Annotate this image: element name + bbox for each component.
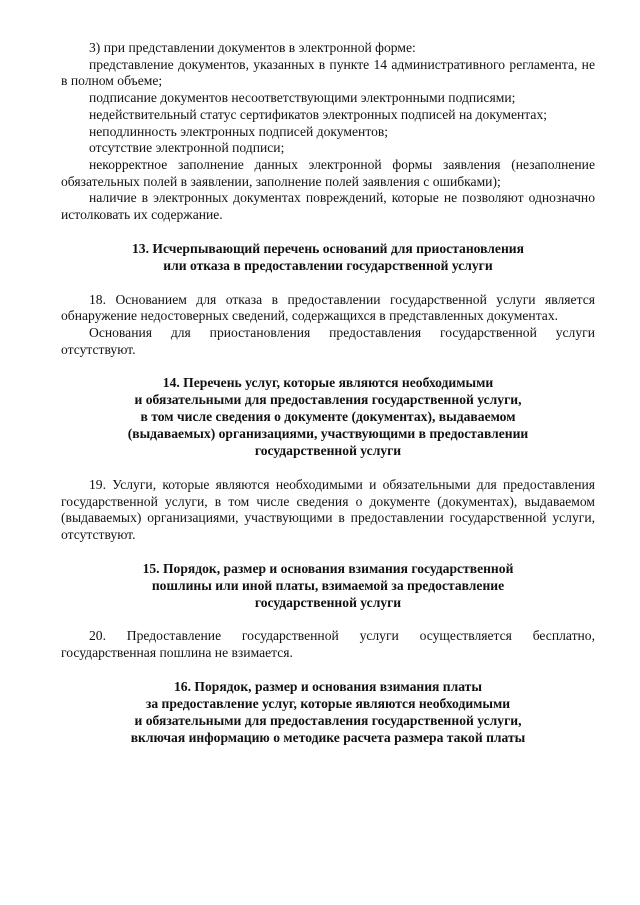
section-13-heading-line: 13. Исчерпывающий перечень оснований для приостановления — [132, 240, 524, 256]
section-15-heading — [61, 561, 595, 612]
section-16-heading-line: 16. Порядок, размер и основания взимания платы — [174, 678, 482, 694]
paragraph-signature-authenticity: неподлинность электронных подписей документов; — [89, 123, 389, 139]
section-13-heading-line: или отказа в предоставлении государственной услуги — [163, 257, 493, 273]
paragraph-damaged-documents: наличие в электронных документах повреждений, которые не позволяют однозначно истолковать их содержание. — [61, 190, 595, 223]
section-14-heading-line: 14. Перечень услуг, которые являются необходимыми — [162, 375, 494, 391]
paragraph-missing-signature: отсутствие электронной подписи; — [89, 140, 285, 156]
section-14-heading-line: государственной услуги — [254, 442, 402, 458]
section-16-heading-line: за предоставление услуг, которые являются необходимыми — [145, 695, 511, 711]
paragraph-incorrect-form: некорректное заполнение данных электронной формы заявления (незаполнение обязательных полей в заявлении, заполнение полей заявления с ошибками); — [61, 156, 595, 189]
paragraph-18-suspension: Основания для приостановления предоставления государственной услуги отсутствуют. — [61, 324, 595, 357]
section-16-heading-line: и обязательными для предоставления государственной услуги, — [134, 712, 522, 728]
document-page — [61, 40, 595, 746]
section-14-heading-line: (выдаваемых) организациями, участвующими в предоставлении — [127, 426, 529, 442]
paragraph-19: 19. Услуги, которые являются необходимыми и обязательными для предоставления государственной услуги, в том числе сведения о документе (документах), выдаваемом (выдаваемых) организациями, участвующими в предоставлении государственной услуги, отсутствуют. — [61, 476, 595, 542]
section-15-heading-line: пошлины или иной платы, взимаемой за предоставление — [151, 577, 505, 593]
section-15-heading-line: 15. Порядок, размер и основания взимания государственной — [142, 560, 514, 576]
paragraph-invalid-signatures: подписание документов несоответствующими электронными подписями; — [89, 90, 516, 106]
section-14-heading-line: в том числе сведения о документе (документах), выдаваемом — [140, 409, 516, 425]
paragraph-20: 20. Предоставление государственной услуги осуществляется бесплатно, государственная пошлина не взимается. — [61, 628, 595, 661]
section-14-heading — [61, 375, 595, 460]
section-16-heading-line: включая информацию о методике расчета размера такой платы — [130, 729, 526, 745]
section-15-heading-line: государственной услуги — [254, 594, 402, 610]
section-14-heading-line: и обязательными для предоставления государственной услуги, — [134, 392, 522, 408]
section-16-heading — [61, 679, 595, 747]
section-13-heading — [61, 241, 595, 275]
paragraph-certificate-status: недействительный статус сертификатов электронных подписей на документах; — [89, 106, 548, 122]
paragraph-electronic-form-intro: 3) при представлении документов в электронной форме: — [89, 40, 416, 55]
paragraph-18: 18. Основанием для отказа в предоставлении государственной услуги является обнаружение недостоверных сведений, содержащихся в представленных документах. — [61, 291, 595, 324]
paragraph-incomplete-documents: представление документов, указанных в пункте 14 административного регламента, не в полном объеме; — [61, 56, 595, 89]
